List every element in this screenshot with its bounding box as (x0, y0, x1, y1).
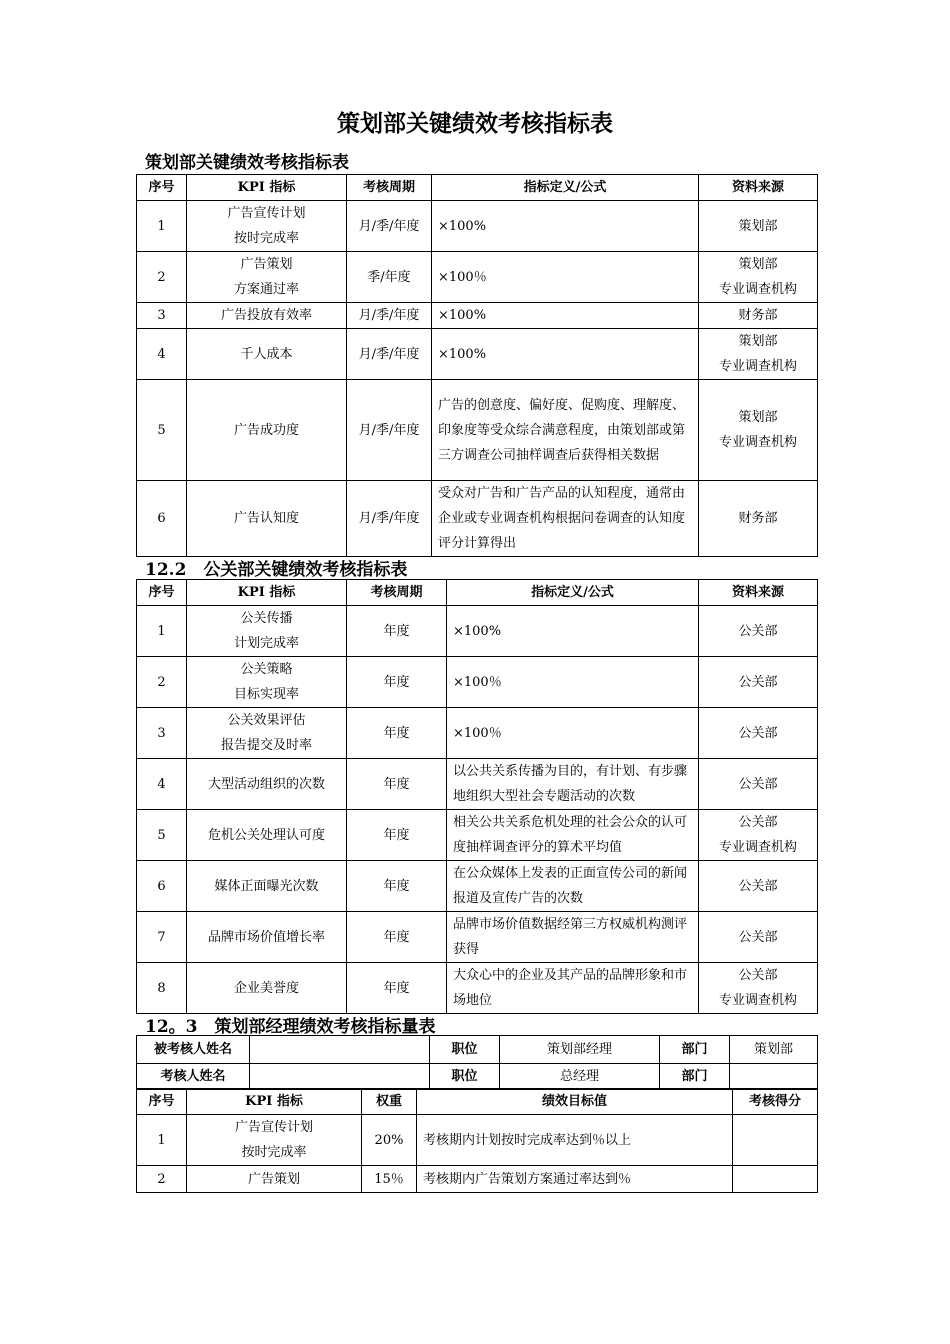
definition: 广告的创意度、偏好度、促购度、理解度、印象度等受众综合满意程度，由策划部或第三方调查公司抽样调查后获得相关数据 (432, 380, 699, 481)
col-header-source: 资料来源 (699, 580, 818, 606)
kpi-name-line1: 广告宣传计划 (227, 206, 306, 221)
kpi-name (187, 380, 347, 481)
kpi-name-line1: 广告投放有效率 (220, 308, 312, 323)
period: 月/季/年度 (347, 380, 432, 481)
definition: 大众心中的企业及其产品的品牌形象和市场地位 (447, 963, 699, 1014)
row-no: 2 (137, 1166, 187, 1193)
table-row (137, 303, 818, 329)
kpi-name (187, 657, 347, 708)
kpi-name (187, 708, 347, 759)
kpi-name-line1: 品牌市场价值增长率 (207, 929, 325, 945)
kpi-name-line1: 千人成本 (240, 346, 293, 362)
kpi-name (187, 303, 347, 329)
section-heading-pr: 12.2 公关部关键绩效考核指标表 (145, 560, 408, 580)
definition: ×100% (447, 606, 699, 657)
table-row (137, 759, 818, 810)
period: 年度 (347, 810, 447, 861)
examiner-row (137, 1064, 818, 1090)
col-header-no: 序号 (137, 175, 187, 201)
data-source-line1: 公关部 (738, 929, 778, 945)
table-row (137, 810, 818, 861)
table-header-row (137, 175, 818, 201)
row-no: 3 (137, 708, 187, 759)
row-no: 5 (137, 380, 187, 481)
row-no: 6 (137, 481, 187, 557)
col-header-kpi: KPI 指标 (187, 1089, 362, 1115)
kpi-name-line1: 广告认知度 (233, 511, 299, 526)
pr-kpi-table (136, 579, 818, 1014)
department-value (730, 1064, 818, 1090)
data-source (699, 329, 818, 380)
kpi-name-line1: 广告成功度 (233, 422, 299, 438)
table-row (137, 252, 818, 303)
kpi-name (187, 963, 347, 1014)
col-header-period: 考核周期 (347, 580, 447, 606)
definition: 相关公共关系危机处理的社会公众的认可度抽样调查评分的算术平均值 (447, 810, 699, 861)
period: 月/季/年度 (347, 329, 432, 380)
row-no: 8 (137, 963, 187, 1014)
col-header-definition: 指标定义/公式 (447, 580, 699, 606)
kpi-name (187, 861, 347, 912)
kpi-name (187, 606, 347, 657)
row-no: 1 (137, 1115, 187, 1166)
col-header-kpi: KPI 指标 (187, 580, 347, 606)
table-row (137, 1166, 818, 1193)
data-source-line2: 专业调查机构 (718, 359, 797, 374)
kpi-name-line1: 大型活动组织的次数 (207, 776, 325, 792)
data-source-line1: 公关部 (738, 725, 778, 741)
score (733, 1166, 818, 1193)
kpi-name-line1: 危机公关处理认可度 (207, 827, 325, 843)
period: 年度 (347, 708, 447, 759)
table-row (137, 861, 818, 912)
period: 月/季/年度 (347, 303, 432, 329)
data-source (699, 252, 818, 303)
data-source (699, 810, 818, 861)
data-source-line2: 专业调查机构 (718, 840, 797, 855)
data-source (699, 380, 818, 481)
row-no: 3 (137, 303, 187, 329)
data-source-line1: 公关部 (738, 623, 778, 639)
definition: 以公共关系传播为目的，有计划、有步骤地组织大型社会专题活动的次数 (447, 759, 699, 810)
col-header-no: 序号 (137, 580, 187, 606)
definition: ×100％ (447, 657, 699, 708)
data-source-line1: 财务部 (738, 511, 778, 526)
section-heading-manager: 12。3 策划部经理绩效考核指标量表 (145, 1017, 436, 1037)
weight: 20% (362, 1115, 417, 1166)
kpi-name (187, 252, 347, 303)
data-source-line2: 专业调查机构 (718, 993, 797, 1008)
table-header-row (137, 1089, 818, 1115)
data-source-line1: 策划部 (738, 218, 778, 234)
table-row (137, 201, 818, 252)
kpi-name (187, 481, 347, 557)
data-source (699, 861, 818, 912)
kpi-name-line2: 计划完成率 (233, 636, 299, 651)
definition: 品牌市场价值数据经第三方权威机构测评获得 (447, 912, 699, 963)
examinee-value (250, 1036, 430, 1064)
kpi-name-line1: 企业美誉度 (233, 980, 299, 996)
kpi-name (187, 201, 347, 252)
row-no: 2 (137, 252, 187, 303)
data-source (699, 303, 818, 329)
position-value: 总经理 (500, 1064, 660, 1090)
col-header-weight: 权重 (362, 1089, 417, 1115)
definition: ×100％ (447, 708, 699, 759)
row-no: 1 (137, 201, 187, 252)
kpi-name-line2: 按时完成率 (241, 1145, 307, 1160)
table-row (137, 657, 818, 708)
period: 月/季/年度 (347, 201, 432, 252)
position-label: 职位 (430, 1036, 500, 1064)
table-row (137, 963, 818, 1014)
data-source-line1: 公关部 (738, 674, 778, 690)
period: 年度 (347, 759, 447, 810)
definition: 受众对广告和广告产品的认知程度，通常由企业或专业调查机构根据问卷调查的认知度评分计算得出 (432, 481, 699, 557)
weight: 15％ (362, 1166, 417, 1193)
table-row (137, 606, 818, 657)
definition: ×100% (432, 201, 699, 252)
period: 年度 (347, 912, 447, 963)
section-heading-planning: 策划部关键绩效考核指标表 (145, 153, 349, 173)
examiner-value (250, 1064, 430, 1090)
data-source (699, 481, 818, 557)
table-header-row (137, 580, 818, 606)
examinee-label: 被考核人姓名 (137, 1036, 250, 1064)
department-label: 部门 (660, 1064, 730, 1090)
kpi-name (187, 810, 347, 861)
row-no: 4 (137, 329, 187, 380)
page-title: 策划部关键绩效考核指标表 (337, 110, 613, 137)
row-no: 7 (137, 912, 187, 963)
manager-info-table (136, 1035, 818, 1090)
col-header-target: 绩效目标值 (417, 1089, 733, 1115)
definition: ×100％ (432, 252, 699, 303)
manager-kpi-table (136, 1088, 818, 1193)
data-source (699, 708, 818, 759)
kpi-name-line1: 公关策略 (240, 662, 293, 677)
data-source (699, 912, 818, 963)
kpi-name-line2: 按时完成率 (233, 231, 299, 246)
data-source (699, 606, 818, 657)
data-source-line1: 策划部 (738, 257, 778, 272)
data-source-line1: 财务部 (738, 308, 778, 323)
definition: 在公众媒体上发表的正面宣传公司的新闻报道及宣传广告的次数 (447, 861, 699, 912)
row-no: 6 (137, 861, 187, 912)
col-header-period: 考核周期 (347, 175, 432, 201)
data-source (699, 963, 818, 1014)
col-header-definition: 指标定义/公式 (432, 175, 699, 201)
data-source-line1: 公关部 (738, 968, 778, 983)
data-source (699, 657, 818, 708)
data-source-line1: 公关部 (738, 815, 778, 830)
row-no: 4 (137, 759, 187, 810)
period: 月/季/年度 (347, 481, 432, 557)
planning-kpi-table (136, 174, 818, 557)
data-source (699, 759, 818, 810)
kpi-name-line1: 广告策划 (240, 257, 293, 272)
kpi-name (187, 759, 347, 810)
kpi-name (187, 329, 347, 380)
row-no: 5 (137, 810, 187, 861)
kpi-name (187, 1115, 362, 1166)
examinee-row (137, 1036, 818, 1064)
department-value: 策划部 (730, 1036, 818, 1064)
kpi-name-line2: 方案通过率 (233, 282, 299, 297)
col-header-no: 序号 (137, 1089, 187, 1115)
kpi-name-line1: 公关传播 (240, 611, 293, 626)
definition: ×100% (432, 329, 699, 380)
data-source-line2: 专业调查机构 (718, 282, 797, 297)
position-value: 策划部经理 (500, 1036, 660, 1064)
kpi-name (187, 912, 347, 963)
col-header-source: 资料来源 (699, 175, 818, 201)
kpi-name-line1: 媒体正面曝光次数 (214, 878, 319, 894)
period: 年度 (347, 606, 447, 657)
table-row (137, 380, 818, 481)
data-source-line1: 公关部 (738, 878, 778, 894)
examiner-label: 考核人姓名 (137, 1064, 250, 1090)
col-header-score: 考核得分 (733, 1089, 818, 1115)
col-header-kpi: KPI 指标 (187, 175, 347, 201)
table-row (137, 708, 818, 759)
kpi-name-line2: 报告提交及时率 (220, 738, 312, 753)
kpi-name-line1: 广告策划 (247, 1171, 300, 1187)
table-row (137, 481, 818, 557)
department-label: 部门 (660, 1036, 730, 1064)
table-row (137, 329, 818, 380)
table-row (137, 1115, 818, 1166)
period: 季/年度 (347, 252, 432, 303)
kpi-name-line1: 广告宣传计划 (234, 1120, 313, 1135)
definition: ×100% (432, 303, 699, 329)
row-no: 2 (137, 657, 187, 708)
data-source-line1: 公关部 (738, 776, 778, 792)
period: 年度 (347, 657, 447, 708)
score (733, 1115, 818, 1166)
kpi-name (187, 1166, 362, 1193)
data-source-line1: 策划部 (738, 410, 778, 425)
kpi-name-line1: 公关效果评估 (227, 713, 306, 728)
kpi-name-line2: 目标实现率 (233, 687, 299, 702)
period: 年度 (347, 963, 447, 1014)
data-source-line2: 专业调查机构 (718, 435, 797, 450)
table-row (137, 912, 818, 963)
target-value: 考核期内广告策划方案通过率达到％ (417, 1166, 733, 1193)
row-no: 1 (137, 606, 187, 657)
period: 年度 (347, 861, 447, 912)
data-source-line1: 策划部 (738, 334, 778, 349)
target-value: 考核期内计划按时完成率达到％以上 (417, 1115, 733, 1166)
position-label: 职位 (430, 1064, 500, 1090)
data-source (699, 201, 818, 252)
